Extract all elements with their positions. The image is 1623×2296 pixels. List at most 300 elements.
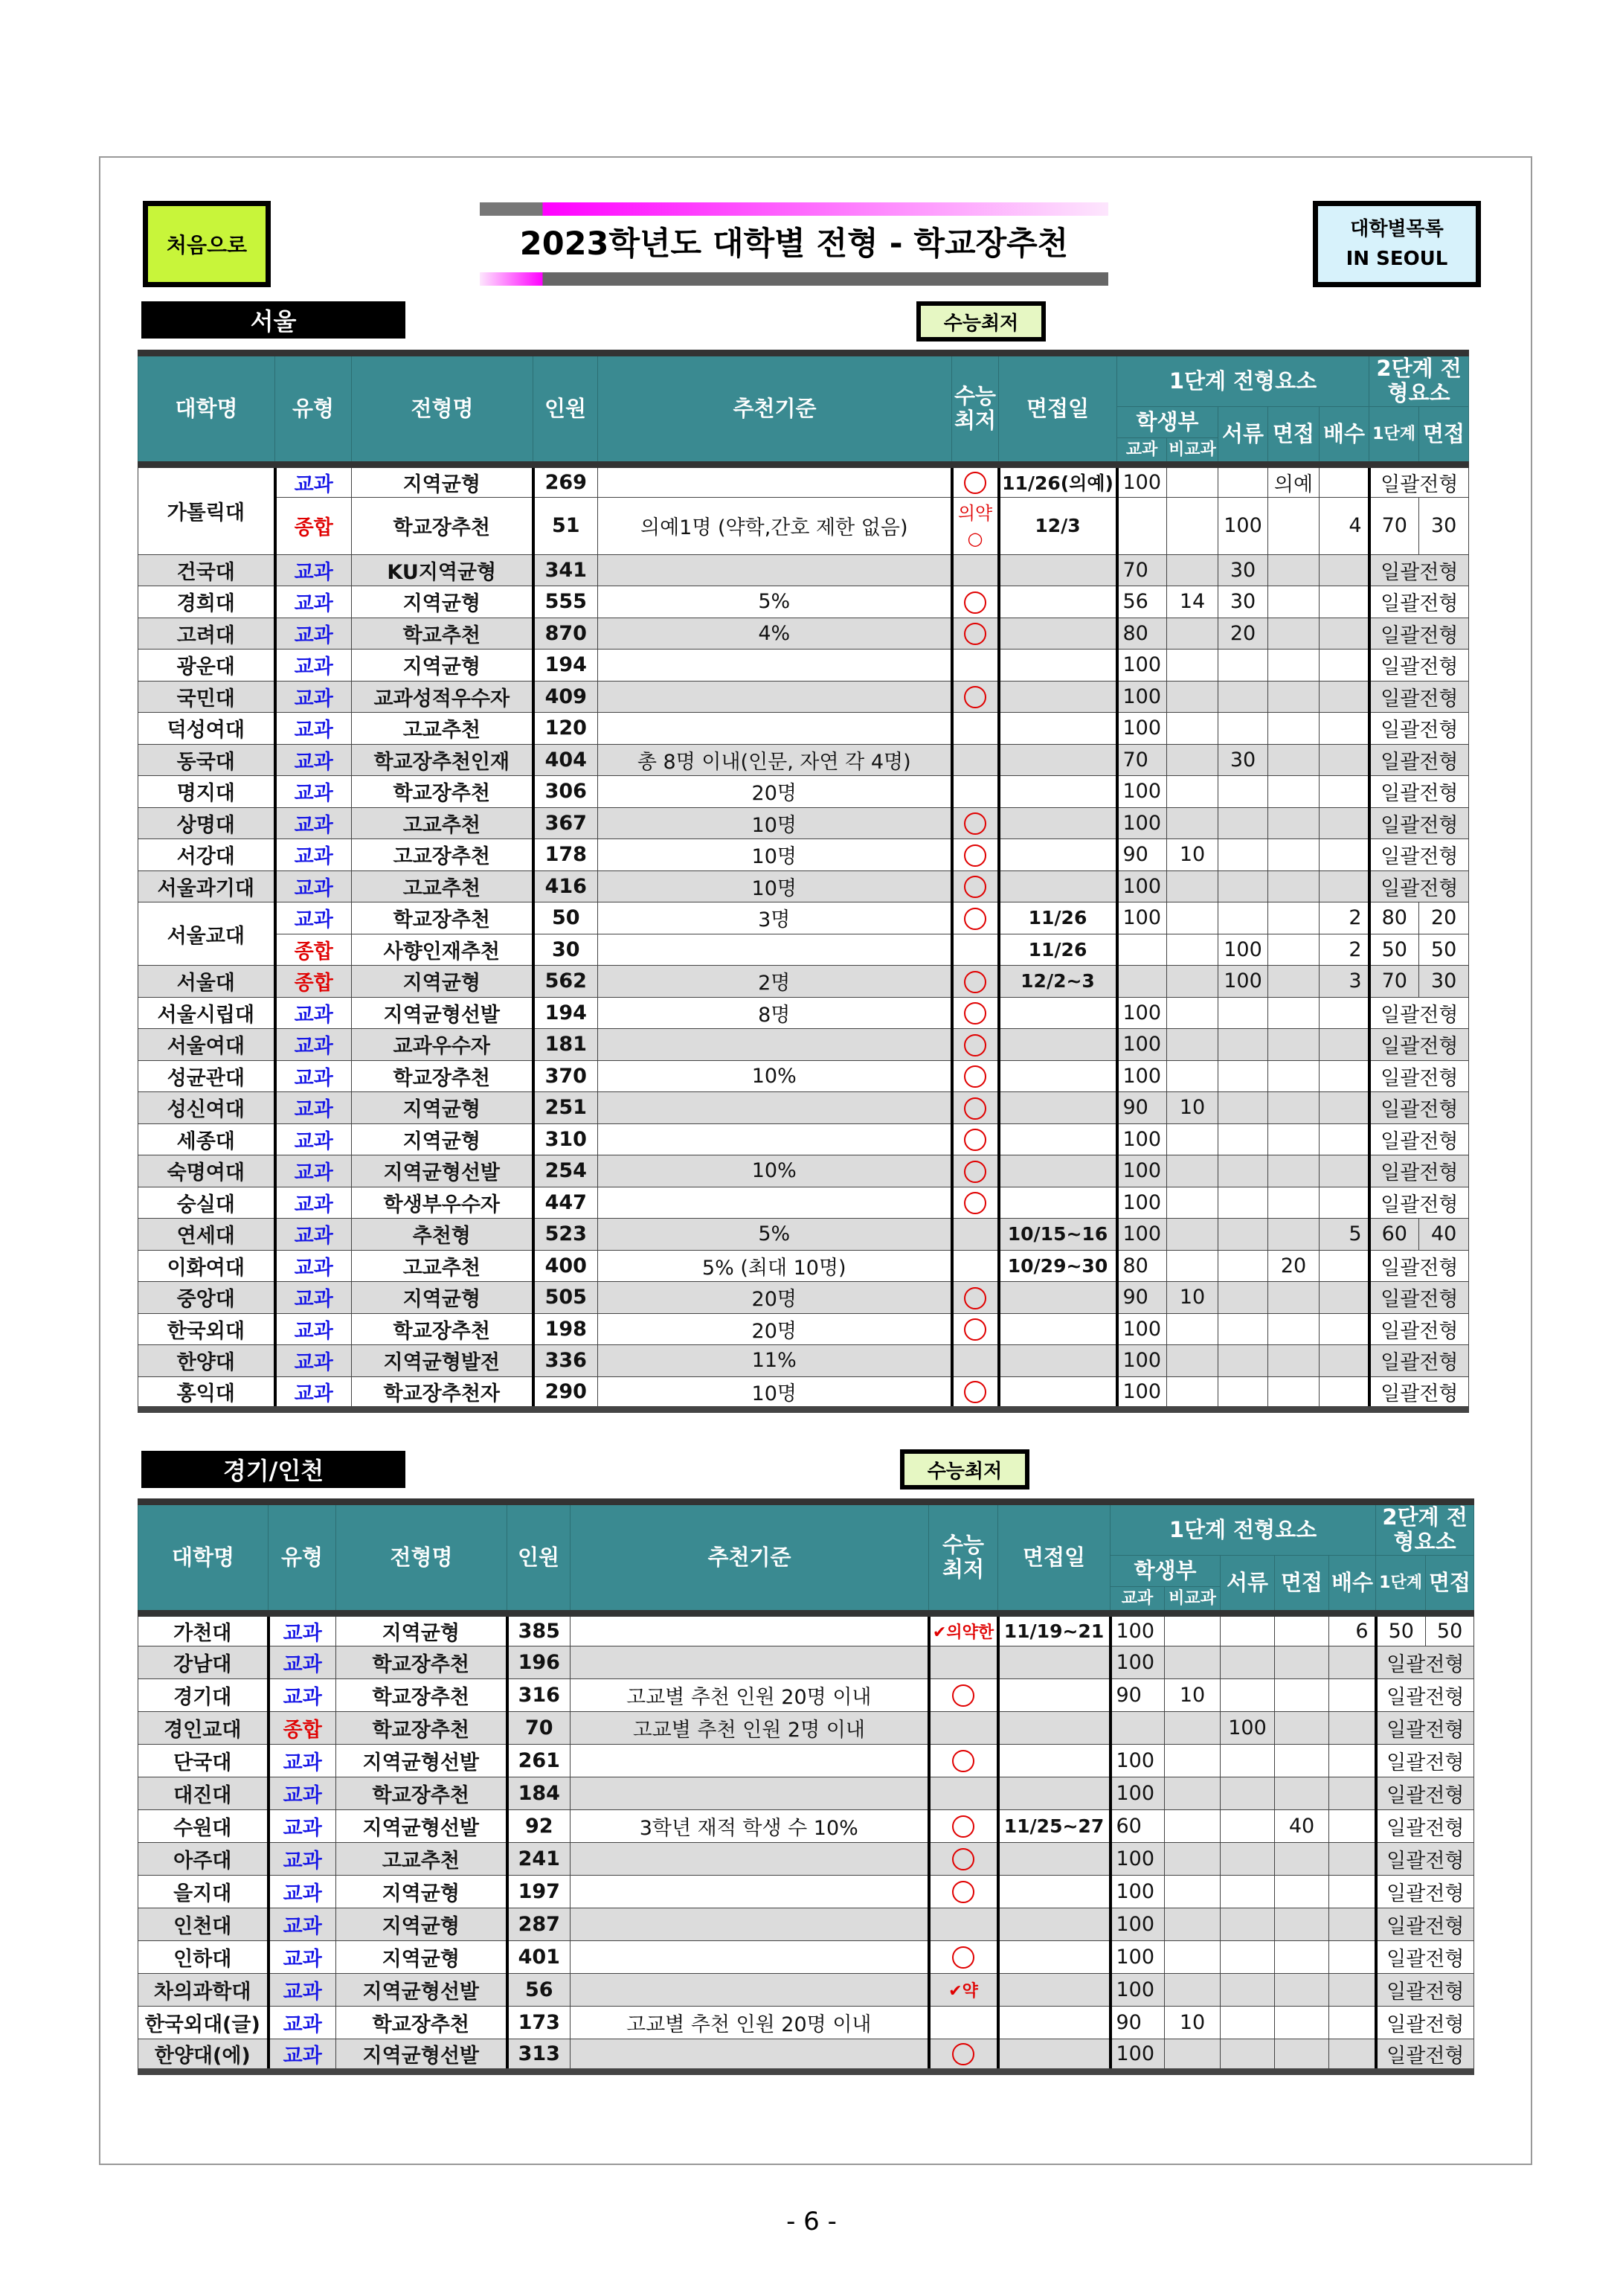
table-row (138, 497, 1469, 554)
cell-gyogwa: 100 (1117, 464, 1167, 497)
header-count: 인원 (507, 1502, 571, 1614)
cell-univ: 광운대 (138, 650, 275, 682)
cell-type: 교과 (275, 1313, 352, 1345)
cell-interview-date (999, 1313, 1117, 1345)
cell-type: 교과 (275, 1123, 352, 1155)
cell-criteria (598, 650, 952, 682)
cell-iv (1268, 776, 1320, 808)
cell-univ: 서울과기대 (138, 870, 275, 902)
cell-count: 251 (533, 1092, 598, 1124)
cell-suneung (952, 618, 999, 650)
cell-s2: 30 (1419, 966, 1469, 998)
cell-type: 교과 (275, 1345, 352, 1377)
cell-name: 고교추천 (352, 713, 533, 745)
cell-multiple (1320, 839, 1369, 871)
cell-doc: 100 (1218, 934, 1268, 966)
cell-interview-date (998, 1744, 1111, 1777)
cell-type: 교과 (275, 1029, 352, 1061)
cell-name: 학교장추천 (352, 1060, 533, 1092)
cell-interview-date (999, 650, 1117, 682)
cell-count: 196 (507, 1646, 571, 1678)
cell-multiple (1329, 1678, 1376, 1711)
cell-name: 고교장추천 (352, 839, 533, 871)
cell-suneung (952, 776, 999, 808)
table-row (138, 966, 1469, 998)
table-row (138, 1029, 1469, 1061)
cell-name: 지역균형발전 (352, 1345, 533, 1377)
cell-univ: 강남대 (138, 1646, 269, 1678)
table-row (138, 1155, 1469, 1187)
cell-bk (1167, 744, 1218, 776)
cell-iv (1275, 1973, 1329, 2006)
suneung-note: ✔약 (948, 1981, 978, 2001)
cell-multiple (1320, 713, 1369, 745)
cell-type: 교과 (275, 902, 352, 934)
cell-multiple (1329, 2006, 1376, 2039)
cell-univ: 한양대 (138, 1345, 275, 1377)
cell-criteria (571, 1842, 929, 1875)
cell-interview-date: 10/15~16 (999, 1219, 1117, 1251)
cell-gyogwa: 90 (1117, 839, 1167, 871)
suneung-required-icon (964, 1161, 986, 1183)
header-stage1: 1단계 전형요소 (1111, 1502, 1376, 1556)
table-row (138, 1711, 1474, 1744)
suneung-required-icon (964, 876, 986, 898)
cell-bk (1167, 713, 1218, 745)
cell-univ: 덕성여대 (138, 713, 275, 745)
cell-iv (1268, 934, 1320, 966)
cell-name: 지역균형선발 (352, 1155, 533, 1187)
cell-doc (1218, 870, 1268, 902)
cell-univ: 중앙대 (138, 1282, 275, 1314)
cell-name: 학교장추천 (336, 1646, 507, 1678)
header-docs: 서류 (1221, 1555, 1275, 1613)
cell-criteria: 5% (최대 10명) (598, 1250, 952, 1282)
header-criteria: 추천기준 (598, 353, 952, 465)
cell-gyogwa: 100 (1117, 1187, 1167, 1219)
cell-criteria: 5% (598, 586, 952, 618)
cell-gyogwa: 70 (1117, 744, 1167, 776)
header-s2_interview: 면접 (1419, 406, 1469, 464)
table-row (138, 1646, 1474, 1678)
cell-multiple: 5 (1320, 1219, 1369, 1251)
cell-iv (1268, 650, 1320, 682)
cell-interview-date (998, 1908, 1111, 1940)
cell-criteria (571, 2039, 929, 2071)
cell-bk (1165, 1940, 1221, 1973)
cell-interview-date (999, 1092, 1117, 1124)
cell-doc (1221, 2039, 1275, 2071)
cell-type: 교과 (275, 744, 352, 776)
cell-gyogwa: 100 (1117, 870, 1167, 902)
header-name: 전형명 (352, 353, 533, 465)
cell-name: 지역균형선발 (336, 1744, 507, 1777)
cell-doc (1218, 807, 1268, 839)
cell-bk (1167, 1060, 1218, 1092)
cell-bk (1167, 497, 1218, 554)
cell-type: 교과 (275, 839, 352, 871)
cell-bk (1165, 1613, 1221, 1646)
cell-univ: 경인교대 (138, 1711, 269, 1744)
cell-doc (1221, 1646, 1275, 1678)
cell-criteria (571, 1777, 929, 1809)
table-row (138, 650, 1469, 682)
cell-suneung (929, 1678, 998, 1711)
cell-multiple (1320, 586, 1369, 618)
header-count: 인원 (533, 353, 598, 465)
cell-type: 교과 (275, 870, 352, 902)
cell-name: 지역균형 (352, 1123, 533, 1155)
cell-doc (1221, 2006, 1275, 2039)
cell-multiple (1320, 870, 1369, 902)
table-row (138, 618, 1469, 650)
cell-interview-date (999, 1345, 1117, 1377)
cell-univ: 인하대 (138, 1940, 269, 1973)
cell-iv (1268, 966, 1320, 998)
cell-criteria (598, 1092, 952, 1124)
cell-type: 교과 (269, 1744, 336, 1777)
cell-multiple (1320, 1092, 1369, 1124)
cell-criteria (571, 1908, 929, 1940)
cell-count: 70 (507, 1711, 571, 1744)
cell-bk (1165, 1711, 1221, 1744)
table-row (138, 586, 1469, 618)
cell-univ: 서울교대 (138, 902, 275, 966)
cell-suneung (952, 1376, 999, 1409)
cell-stage2-lump: 일괄전형 (1369, 776, 1469, 808)
cell-interview-date (999, 1187, 1117, 1219)
cell-suneung (952, 1313, 999, 1345)
suneung-required-icon (964, 591, 986, 614)
cell-doc (1218, 1219, 1268, 1251)
cell-bk (1167, 1313, 1218, 1345)
cell-iv (1275, 1613, 1329, 1646)
cell-count: 400 (533, 1250, 598, 1282)
cell-multiple (1320, 464, 1369, 497)
header-gyogwa: 교과 (1117, 437, 1167, 464)
cell-suneung (952, 681, 999, 713)
cell-doc (1221, 1875, 1275, 1908)
university-list-button[interactable] (1313, 201, 1481, 287)
cell-stage2-lump: 일괄전형 (1369, 1123, 1469, 1155)
cell-count: 50 (533, 902, 598, 934)
cell-stage2-lump: 일괄전형 (1376, 2006, 1474, 2039)
cell-gyogwa: 100 (1111, 2039, 1165, 2071)
suneung-button-seoul[interactable]: 수능최저 (916, 301, 1046, 341)
cell-multiple (1320, 681, 1369, 713)
cell-bk (1167, 681, 1218, 713)
cell-count: 870 (533, 618, 598, 650)
cell-multiple (1320, 776, 1369, 808)
cell-bk (1167, 554, 1218, 586)
cell-interview-date: 12/2~3 (999, 966, 1117, 998)
cell-type: 교과 (275, 1250, 352, 1282)
cell-doc: 30 (1218, 586, 1268, 618)
cell-count: 198 (533, 1313, 598, 1345)
cell-suneung (929, 1842, 998, 1875)
cell-doc: 100 (1221, 1711, 1275, 1744)
cell-type: 종합 (275, 497, 352, 554)
cell-criteria: 5% (598, 1219, 952, 1251)
cell-gyogwa: 90 (1111, 1678, 1165, 1711)
cell-univ: 국민대 (138, 681, 275, 713)
cell-count: 310 (533, 1123, 598, 1155)
cell-gyogwa: 100 (1117, 1029, 1167, 1061)
table-row (138, 997, 1469, 1029)
cell-suneung (952, 902, 999, 934)
cell-multiple (1329, 1809, 1376, 1842)
cell-count: 178 (533, 839, 598, 871)
cell-stage2-lump: 일괄전형 (1376, 1646, 1474, 1678)
cell-multiple (1329, 2039, 1376, 2071)
cell-iv (1268, 1123, 1320, 1155)
suneung-required-icon (964, 1002, 986, 1024)
table-row (138, 1973, 1474, 2006)
cell-interview-date (999, 586, 1117, 618)
cell-gyogwa: 100 (1111, 1646, 1165, 1678)
cell-iv (1275, 1940, 1329, 1973)
suneung-required-icon (952, 1848, 974, 1870)
table-row (138, 1060, 1469, 1092)
cell-doc: 20 (1218, 618, 1268, 650)
cell-iv (1268, 902, 1320, 934)
cell-gyogwa: 100 (1111, 1940, 1165, 1973)
suneung-required-icon (952, 1750, 974, 1772)
cell-doc (1221, 1809, 1275, 1842)
cell-s2: 40 (1419, 1219, 1469, 1251)
cell-criteria (598, 934, 952, 966)
cell-bk (1165, 1908, 1221, 1940)
cell-interview-date (999, 870, 1117, 902)
table-row (138, 713, 1469, 745)
cell-univ: 상명대 (138, 807, 275, 839)
table-row (138, 1219, 1469, 1251)
cell-name: 지역균형선발 (352, 997, 533, 1029)
cell-interview-date (999, 681, 1117, 713)
cell-type: 교과 (275, 650, 352, 682)
cell-univ: 서강대 (138, 839, 275, 871)
cell-stage2-lump: 일괄전형 (1369, 1029, 1469, 1061)
cell-gyogwa: 100 (1111, 1613, 1165, 1646)
cell-name: 학교장추천 (336, 1777, 507, 1809)
header-multiple: 배수 (1329, 1555, 1376, 1613)
cell-iv (1275, 1777, 1329, 1809)
cell-name: 학교장추천자 (352, 1376, 533, 1409)
cell-bk: 10 (1167, 839, 1218, 871)
suneung-required-icon (952, 1815, 974, 1838)
cell-name: 고교추천 (352, 870, 533, 902)
cell-type: 교과 (269, 1809, 336, 1842)
cell-doc (1221, 1744, 1275, 1777)
cell-type: 교과 (275, 554, 352, 586)
table-row (138, 839, 1469, 871)
cell-suneung (952, 1092, 999, 1124)
cell-iv (1275, 2039, 1329, 2071)
cell-stage2-lump: 일괄전형 (1369, 1313, 1469, 1345)
table-row (138, 464, 1469, 497)
cell-count: 409 (533, 681, 598, 713)
table-row (138, 1842, 1474, 1875)
cell-bk (1167, 807, 1218, 839)
cell-univ: 건국대 (138, 554, 275, 586)
cell-criteria (571, 1875, 929, 1908)
table-row (138, 1282, 1469, 1314)
cell-suneung (929, 1940, 998, 1973)
cell-suneung (929, 1809, 998, 1842)
cell-iv (1268, 1219, 1320, 1251)
header-univ: 대학명 (138, 1502, 269, 1614)
header-interview: 면접 (1268, 406, 1320, 464)
table-row (138, 1187, 1469, 1219)
table-row (138, 1376, 1469, 1409)
cell-doc (1218, 1092, 1268, 1124)
table-row (138, 1875, 1474, 1908)
cell-count: 385 (507, 1613, 571, 1646)
cell-univ: 경희대 (138, 586, 275, 618)
cell-univ: 한국외대(글) (138, 2006, 269, 2039)
cell-interview-date (999, 1155, 1117, 1187)
page-number: - 6 - (786, 2207, 837, 2236)
header-record: 학생부 (1117, 406, 1218, 437)
header-stage2: 2단계 전형요소 (1369, 353, 1469, 407)
cell-suneung (952, 650, 999, 682)
title-bar-bottom (480, 272, 1108, 286)
suneung-required-icon (964, 1034, 986, 1056)
cell-bk (1165, 1744, 1221, 1777)
cell-iv (1268, 1092, 1320, 1124)
cell-interview-date (998, 1678, 1111, 1711)
cell-type: 교과 (269, 1646, 336, 1678)
cell-bk (1167, 966, 1218, 998)
cell-criteria: 20명 (598, 1313, 952, 1345)
gyeonggi-table (138, 1498, 1474, 2075)
cell-iv (1268, 1313, 1320, 1345)
cell-univ: 한국외대 (138, 1313, 275, 1345)
cell-multiple (1320, 554, 1369, 586)
cell-multiple (1320, 1155, 1369, 1187)
cell-doc: 100 (1218, 497, 1268, 554)
cell-name: 지역균형 (352, 966, 533, 998)
cell-doc (1218, 1187, 1268, 1219)
suneung-required-icon (964, 1381, 986, 1403)
cell-doc (1218, 1155, 1268, 1187)
cell-type: 교과 (269, 2039, 336, 2071)
cell-s2: 50 (1426, 1613, 1474, 1646)
cell-iv: 40 (1275, 1809, 1329, 1842)
cell-gyogwa: 100 (1117, 1155, 1167, 1187)
cell-type: 교과 (269, 2006, 336, 2039)
cell-gyogwa: 100 (1117, 1060, 1167, 1092)
cell-interview-date: 11/26(의예) (999, 464, 1117, 497)
table-row (138, 744, 1469, 776)
cell-iv (1268, 997, 1320, 1029)
cell-gyogwa: 100 (1117, 997, 1167, 1029)
cell-iv (1275, 1646, 1329, 1678)
cell-criteria: 10명 (598, 839, 952, 871)
cell-s2: 50 (1419, 934, 1469, 966)
cell-suneung (929, 1908, 998, 1940)
cell-bk (1165, 2039, 1221, 2071)
cell-univ: 서울시립대 (138, 997, 275, 1029)
header-interview_date: 면접일 (999, 353, 1117, 465)
table-row (138, 902, 1469, 934)
cell-type: 교과 (275, 997, 352, 1029)
cell-type: 교과 (269, 1908, 336, 1940)
cell-count: 416 (533, 870, 598, 902)
cell-gyogwa: 100 (1111, 1875, 1165, 1908)
cell-multiple (1329, 1875, 1376, 1908)
cell-stage2-lump: 일괄전형 (1369, 1376, 1469, 1409)
cell-name: 지역균형 (352, 586, 533, 618)
cell-multiple (1320, 1250, 1369, 1282)
cell-iv (1268, 1029, 1320, 1061)
home-button[interactable] (143, 201, 271, 287)
table-row (138, 870, 1469, 902)
table-row (138, 1908, 1474, 1940)
cell-stage2-lump: 일괄전형 (1369, 586, 1469, 618)
suneung-note: ✔의약한 (932, 1623, 994, 1642)
cell-doc: 30 (1218, 744, 1268, 776)
cell-suneung (952, 839, 999, 871)
cell-interview-date (999, 839, 1117, 871)
cell-univ: 숭실대 (138, 1187, 275, 1219)
table-row (138, 1092, 1469, 1124)
cell-multiple: 6 (1329, 1613, 1376, 1646)
cell-name: KU지역균형 (352, 554, 533, 586)
cell-criteria (571, 1744, 929, 1777)
cell-name: 교과성적우수자 (352, 681, 533, 713)
cell-bk: 10 (1165, 1678, 1221, 1711)
cell-stage2-first: 50 (1369, 934, 1419, 966)
cell-stage2-lump: 일괄전형 (1369, 1155, 1469, 1187)
cell-count: 184 (507, 1777, 571, 1809)
cell-iv (1275, 2006, 1329, 2039)
suneung-button-gyeonggi[interactable]: 수능최저 (900, 1449, 1029, 1489)
cell-criteria: 3명 (598, 902, 952, 934)
cell-count: 523 (533, 1219, 598, 1251)
cell-interview-date (999, 744, 1117, 776)
cell-interview-date (999, 1060, 1117, 1092)
table-row (138, 1613, 1474, 1646)
cell-interview-date (999, 713, 1117, 745)
cell-suneung (952, 1250, 999, 1282)
cell-multiple (1329, 1940, 1376, 1973)
cell-count: 173 (507, 2006, 571, 2039)
cell-suneung (929, 1646, 998, 1678)
cell-doc (1221, 1940, 1275, 1973)
cell-count: 92 (507, 1809, 571, 1842)
cell-iv (1268, 554, 1320, 586)
cell-count: 287 (507, 1908, 571, 1940)
cell-suneung (952, 1219, 999, 1251)
suneung-required-icon (952, 1684, 974, 1707)
cell-type: 종합 (269, 1711, 336, 1744)
cell-gyogwa: 100 (1117, 902, 1167, 934)
cell-iv (1268, 497, 1320, 554)
cell-doc (1218, 839, 1268, 871)
cell-criteria (598, 554, 952, 586)
cell-multiple (1320, 744, 1369, 776)
cell-iv (1268, 713, 1320, 745)
cell-type: 교과 (275, 1376, 352, 1409)
cell-bk: 10 (1167, 1282, 1218, 1314)
cell-stage2-lump: 일괄전형 (1369, 1092, 1469, 1124)
cell-count: 197 (507, 1875, 571, 1908)
cell-name: 학교장추천 (336, 1678, 507, 1711)
cell-iv (1268, 1060, 1320, 1092)
cell-count: 290 (533, 1376, 598, 1409)
cell-univ: 단국대 (138, 1744, 269, 1777)
